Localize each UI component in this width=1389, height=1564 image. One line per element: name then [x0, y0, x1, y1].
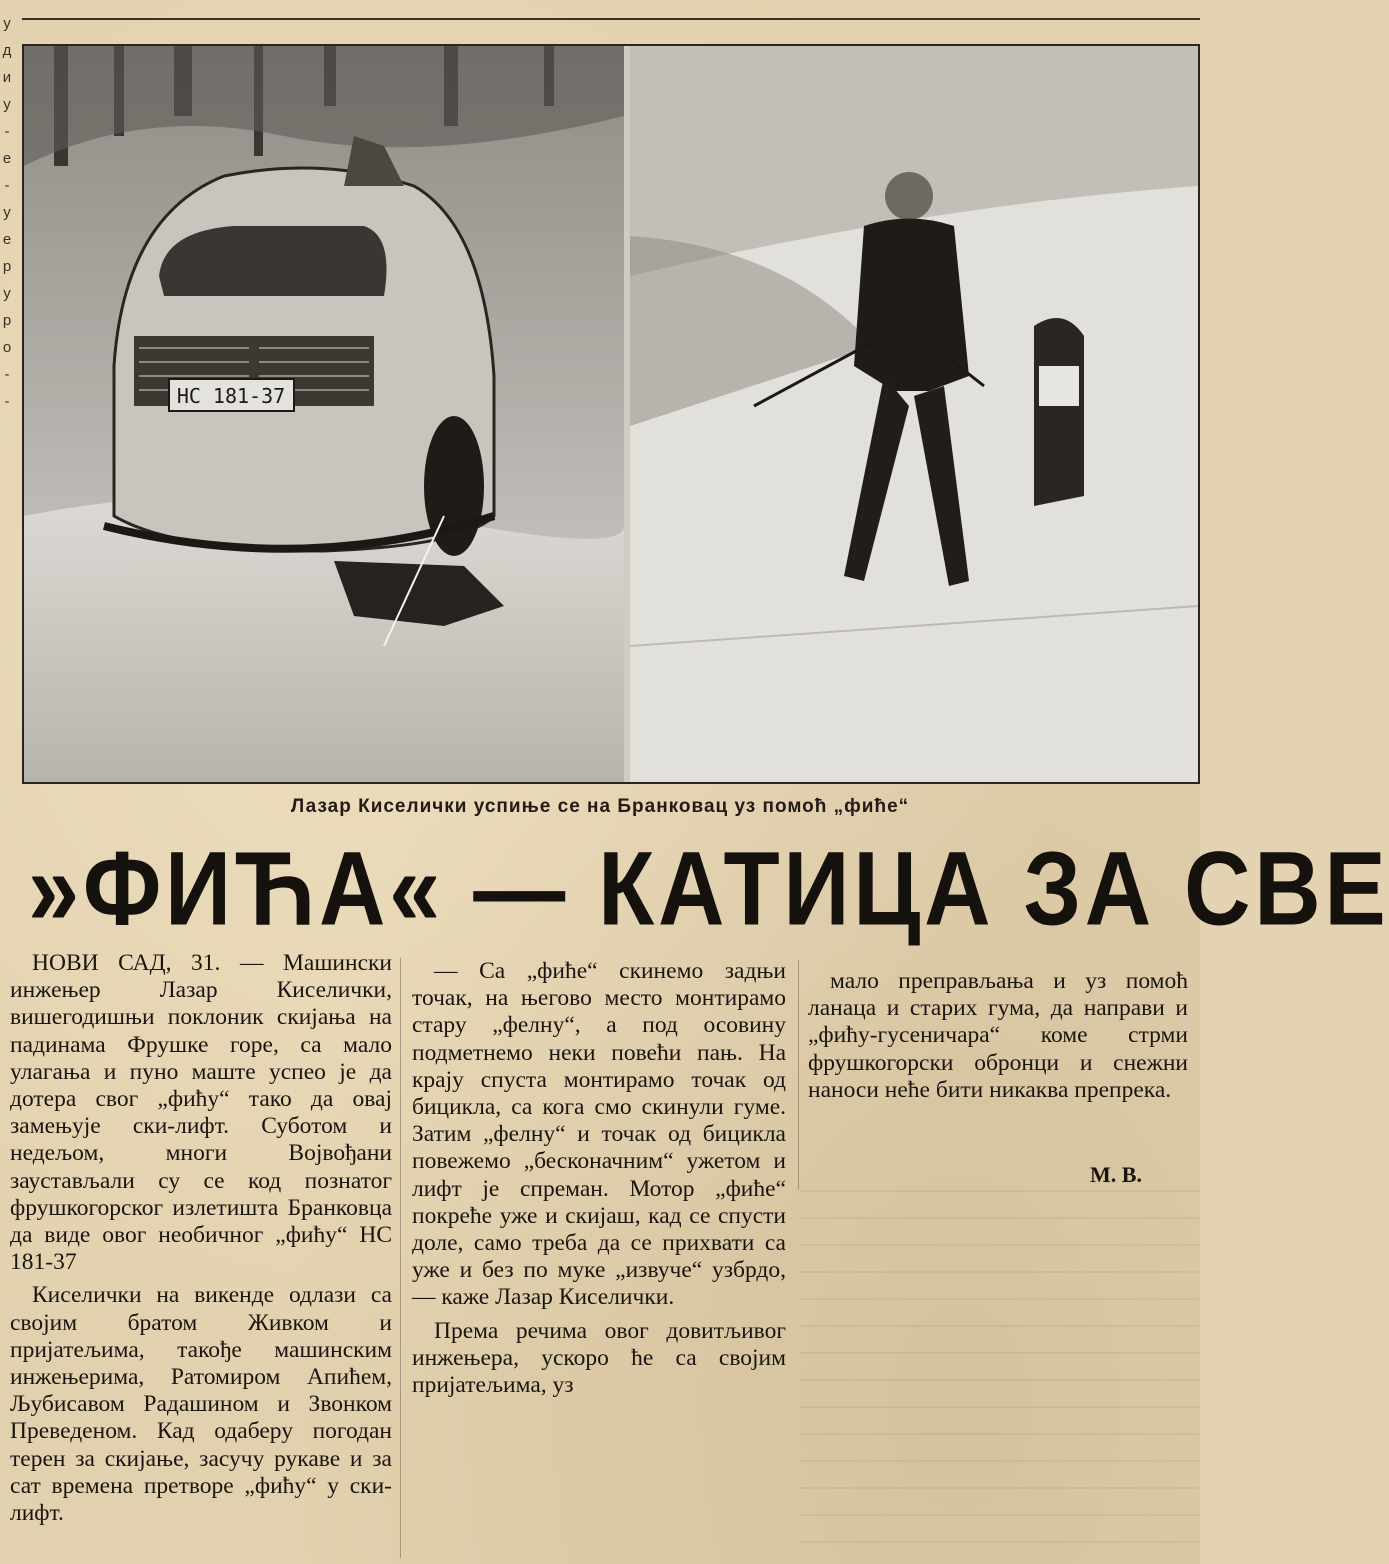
article-column-3: [808, 968, 1188, 1110]
edge-letter: -: [4, 123, 10, 140]
article-column-2: [412, 958, 786, 1405]
edge-letter: д: [2, 42, 12, 59]
author-signature: М. В.: [1090, 1162, 1142, 1187]
paragraph: Киселички на викенде одлази са својим братом Живком и пријатељима, такође машинским инжењерима, Ратомиром Апићем, Љубисавом Радашином и Звонком Преведеном. Кад одаберу погодан терен за скијање, засучу рукаве и за сат времена претворе „фићу“ у ски-лифт.: [10, 1282, 392, 1527]
paragraph: Према речима овог довитљивог инжењера, ускоро ће са својим пријатељима, уз: [412, 1317, 786, 1399]
paragraph: НОВИ САД, 31. — Машински инжењер Лазар Киселички, вишегодишњи поклоник скијања на падинама Фрушке горе, са мало улагања и пуно маште успео је да дотера свог „фићу“ тако да овај замењује ски-лифт. Суботом и недељом, многи Војвођани заустављали су се код познатог фрушкогорског излетишта Бранковца да виде овог необичног „фићу“ НС 181-37: [10, 950, 392, 1276]
edge-letter: е: [2, 150, 12, 167]
rear-window: [159, 226, 387, 296]
news-photo: [22, 44, 1200, 784]
photo-illustration: [24, 46, 1198, 782]
column-rule: [400, 958, 401, 1558]
headline: »ФИЋА« — КАТИЦА ЗА СВЕ: [28, 830, 1389, 948]
edge-letter: у: [3, 15, 11, 32]
reverse-side-bleed: [800, 1190, 1200, 1564]
edge-letter: р: [2, 258, 12, 275]
edge-letter: у: [3, 204, 11, 221]
edge-letter: у: [3, 96, 11, 113]
edge-letter: -: [4, 177, 10, 194]
photo-divider: [624, 46, 630, 782]
second-person: [1034, 318, 1084, 506]
edge-letter: е: [2, 231, 12, 248]
top-rule: [22, 18, 1200, 20]
column-rule: [798, 960, 799, 1190]
adjacent-column-edge: [0, 10, 14, 415]
edge-letter: р: [2, 312, 12, 329]
edge-letter: и: [2, 69, 12, 86]
paragraph: — Са „фиће“ скинемо задњи точак, на његово место монтирамо стару „фелну“, а под осовину подметнемо неки повећи пањ. На крају спуста монтирамо точак од бицикла, са кога смо скинули гуме. Затим „фелну“ и точак од бицикла повежемо „бесконачним“ ужетом и лифт је спреман. Мотор „фиће“ покреће уже и скијаш, кад се спусти доле, само треба да се прихвати са уже и без по муке „извуче“ узбрдо, — каже Лазар Киселички.: [412, 958, 786, 1311]
edge-letter: у: [3, 285, 11, 302]
license-plate-text: НС 181-37: [176, 384, 286, 408]
edge-letter: о: [2, 339, 12, 356]
paragraph: мало преправљања и уз помоћ ланаца и старих гума, да направи и „фићу-гусеничара“ коме стрми фрушкогорски обронци и снежни наноси неће бити никаква препрека.: [808, 968, 1188, 1103]
edge-letter: -: [4, 366, 10, 383]
photo-caption: Лазар Киселички успиње се на Бранковац уз помоћ „фиће“: [290, 796, 910, 817]
edge-letter: -: [4, 393, 10, 410]
article-column-1: [10, 950, 392, 1533]
